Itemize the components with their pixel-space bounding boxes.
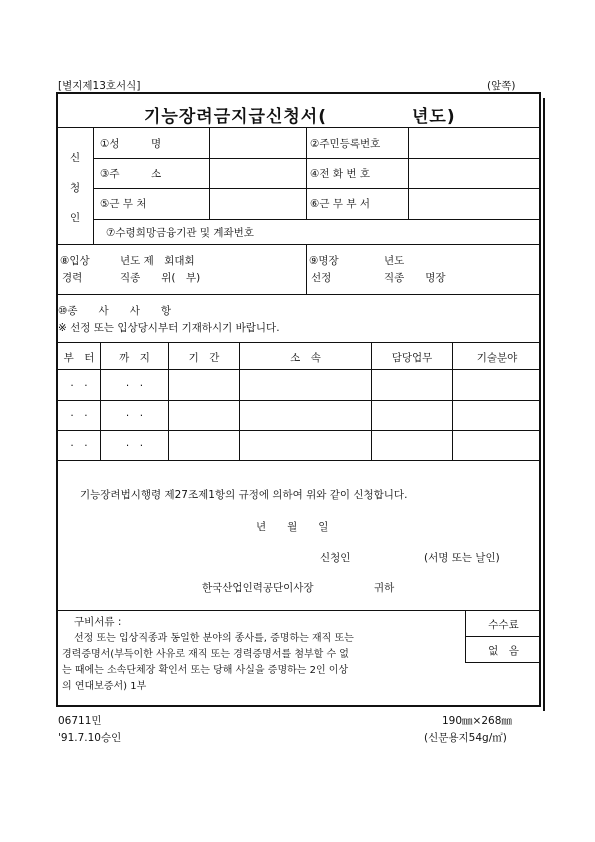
table-row-3-from: · · [70,440,88,452]
service-heading: ⑩종 사 사 항 [58,305,171,317]
col-duties: 담당업무 [391,352,433,364]
col-tech-field: 기술분야 [476,352,518,364]
master-selection-label-1: ⑨명장 [309,255,339,267]
documents-line-4: 의 연대보증서) 1부 [62,681,147,692]
footer-approval: '91.7.10승인 [58,732,122,744]
page-side-label: (앞쪽) [487,80,516,92]
col-from: 부 터 [63,352,95,364]
declaration-date: 년 월 일 [256,521,329,533]
recipient: 한국산업인력공단이사장 [202,582,314,594]
col-affiliation: 소 속 [290,352,321,364]
table-row-2-from: · · [70,410,88,422]
signature-note: (서명 또는 날인) [424,552,500,564]
applicant-signature-label: 신청인 [320,552,351,564]
documents-label: 구비서류 : [74,616,122,628]
applicant-label-1: 신 [70,152,81,164]
field-resident-number-label: ②주민등록번호 [310,138,381,150]
award-career-year: 년도 제 회대회 [120,255,195,267]
award-career-label-2: 경력 [62,272,83,284]
footer-code: 06711민 [58,715,102,727]
documents-line-3: 는 때에는 소속단체장 확인서 또는 당해 사실을 증명하는 2인 이상 [62,665,349,676]
form-title: 기능장려금지급신청서( [144,107,327,127]
applicant-label-3: 인 [70,212,81,224]
master-selection-year: 년도 [384,255,405,267]
documents-line-2: 경력증명서(부득이한 사유로 재직 또는 경력증명서를 첨부할 수 없 [62,649,349,660]
field-department-label: ⑥근 무 부 서 [310,198,370,210]
award-career-label-1: ⑧입상 [60,255,90,267]
service-note: ※ 선정 또는 입상당시부터 기재하시기 바랍니다. [58,322,280,334]
field-address-label: ③주 소 [100,168,162,180]
fee-value: 없 음 [488,645,519,657]
award-career-trade: 직종 위( 부) [120,272,201,284]
footer-size: 190㎜×268㎜ [442,715,512,727]
col-to: 까 지 [119,352,150,364]
divider [58,127,541,128]
form-title-year: 년도) [412,107,456,127]
table-row-1-to: · · [125,380,144,392]
declaration-statement: 기능장려법시행령 제27조제1항의 규정에 의하여 위와 같이 신청합니다. [80,489,408,501]
master-selection-trade: 직종 명장 [384,272,446,284]
master-selection-label-2: 선정 [311,272,332,284]
applicant-label-2: 청 [70,182,81,194]
table-row-1-from: · · [70,380,88,392]
field-name-label: ①성 명 [100,138,162,150]
form-number: [별지제13호서식] [58,80,141,92]
table-row-3-to: · · [125,440,144,452]
col-period: 기 간 [188,352,220,364]
field-bank-account-label: ⑦수령희망금융기관 및 계좌번호 [106,227,254,239]
recipient-honorific: 귀하 [374,582,395,594]
fee-label: 수수료 [488,619,519,631]
documents-line-1: 선정 또는 입상직종과 동일한 분야의 종사를, 증명하는 재직 또는 [74,633,354,644]
field-workplace-label: ⑤근 무 처 [100,198,147,210]
table-row-2-to: · · [125,410,144,422]
footer-paper: (신문용지54g/㎡) [424,732,507,744]
field-phone-label: ④전 화 번 호 [310,168,370,180]
application-form [56,92,541,707]
